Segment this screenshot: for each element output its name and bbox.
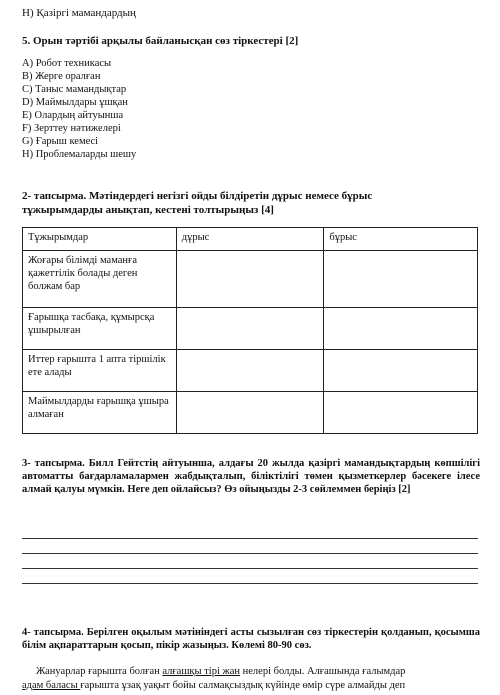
header-statements: Тұжырымдар: [23, 228, 177, 251]
previous-option-h: H) Қазіргі мамандардың: [22, 7, 136, 19]
header-wrong: бұрыс: [324, 228, 478, 251]
table-header-row: [23, 228, 478, 251]
wrong-cell[interactable]: [324, 392, 478, 434]
header-correct: дұрыс: [176, 228, 324, 251]
reading-text-line-1: [36, 665, 405, 678]
option-h: H) Проблемаларды шешу: [22, 149, 137, 160]
reading-text: ғарышта ұзақ уақыт бойы салмақсыздық күйінде өмір сүре алмайды деп: [80, 680, 406, 691]
task-2-heading-line-1: 2- тапсырма. Мәтіндердегі негізгі ойды білдіретін дұрыс немесе бұрыс: [22, 190, 373, 202]
option-c: C) Таныс мамандықтар: [22, 84, 127, 95]
task-2-heading-line-2: тұжырымдарды анықтап, кестені толтырыңыз [4]: [22, 204, 274, 216]
task-4-prompt: 4- тапсырма. Берілген оқылым мәтініндегі асты сызылған сөз тіркестерін қолданып, қосымша білім ақпараттарын қосып, пікір жазыңыз. Көлемі 80-90 сөз.: [22, 627, 480, 651]
option-g: G) Ғарыш кемесі: [22, 136, 99, 147]
underlined-phrase: адам баласы: [22, 680, 81, 691]
wrong-cell[interactable]: [324, 350, 478, 392]
option-b: B) Жерге оралған: [22, 71, 101, 82]
table-row: [23, 308, 478, 350]
correct-cell[interactable]: [176, 350, 324, 392]
reading-text-line-2: [22, 679, 405, 692]
answer-line[interactable]: [22, 538, 478, 539]
statement-cell: Иттер ғарышта 1 апта тіршілік ете алады: [23, 350, 177, 392]
underlined-phrase: алғашқы тірі жан: [162, 666, 241, 677]
statement-cell: Ғарышқа тасбақа, құмырсқа ұшырылған: [23, 308, 177, 350]
correct-cell[interactable]: [176, 392, 324, 434]
statement-cell: Жоғары білімді маманға қажеттілік болады деген болжам бар: [23, 251, 177, 308]
question-5-heading: 5. Орын тәртібі арқылы байланысқан сөз тіркестері [2]: [22, 35, 299, 47]
statement-cell: Маймылдарды ғарышқа ұшыра алмаған: [23, 392, 177, 434]
option-a: A) Робот техникасы: [22, 58, 112, 69]
reading-text: Жануарлар ғарышта болған: [36, 666, 163, 677]
wrong-cell[interactable]: [324, 308, 478, 350]
table-row: [23, 350, 478, 392]
answer-line[interactable]: [22, 583, 478, 584]
option-f: F) Зерттеу нәтижелері: [22, 123, 121, 134]
option-d: D) Маймылдары ұшқан: [22, 97, 128, 108]
reading-text: нелері болды. Алғашында ғалымдар: [240, 666, 406, 677]
wrong-cell[interactable]: [324, 251, 478, 308]
statements-table: [22, 227, 478, 434]
task-3-prompt: 3- тапсырма. Билл Гейтстің айтуынша, алдағы 20 жылда қазіргі мамандықтардың көпшілігі автоматты бағдарламалармен жабдықталып, біліктілігі төмен қызметкерлер бәсекеге ілесе алмай қалуы мүмкін. Неге деп ойлайсыз? Өз ойыңызды 2-3 сөйлеммен беріңіз [2]: [22, 458, 480, 495]
table-row: [23, 251, 478, 308]
correct-cell[interactable]: [176, 251, 324, 308]
answer-line[interactable]: [22, 568, 478, 569]
option-e: E) Олардың айтуынша: [22, 110, 124, 121]
correct-cell[interactable]: [176, 308, 324, 350]
answer-line[interactable]: [22, 553, 478, 554]
table-row: [23, 392, 478, 434]
